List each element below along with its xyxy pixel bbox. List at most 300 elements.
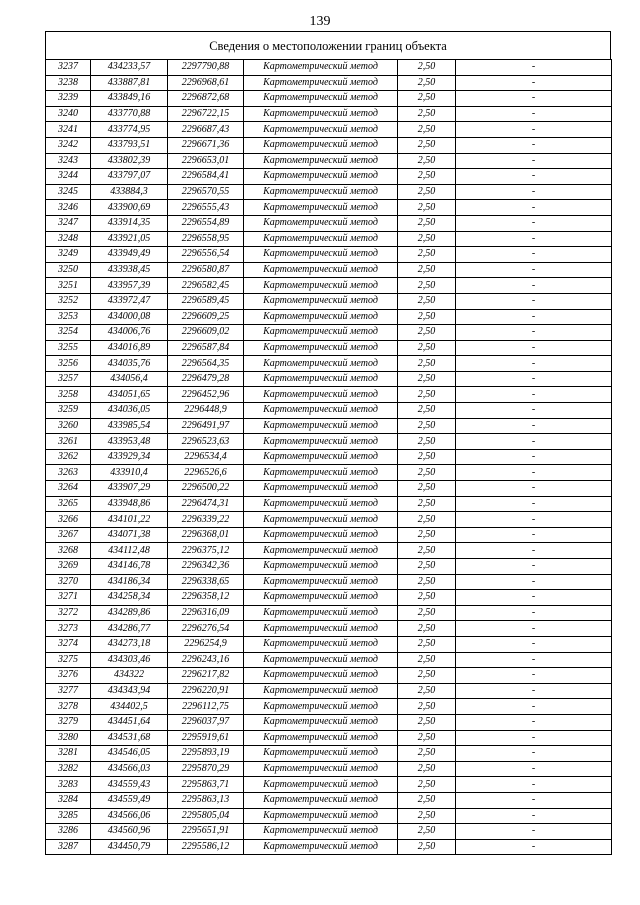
description-cell: -	[456, 403, 612, 419]
accuracy-cell: 2,50	[398, 200, 456, 216]
accuracy-cell: 2,50	[398, 746, 456, 762]
description-cell: -	[456, 278, 612, 294]
x-coordinate-cell: 433929,34	[91, 449, 168, 465]
accuracy-cell: 2,50	[398, 137, 456, 153]
y-coordinate-cell: 2296243,16	[168, 652, 244, 668]
x-coordinate-cell: 433900,69	[91, 200, 168, 216]
method-cell: Картометрический метод	[244, 169, 398, 185]
method-cell: Картометрический метод	[244, 527, 398, 543]
x-coordinate-cell: 433884,3	[91, 184, 168, 200]
x-coordinate-cell: 434016,89	[91, 340, 168, 356]
x-coordinate-cell: 434566,03	[91, 761, 168, 777]
method-cell: Картометрический метод	[244, 714, 398, 730]
description-cell: -	[456, 730, 612, 746]
description-cell: -	[456, 605, 612, 621]
x-coordinate-cell: 433938,45	[91, 262, 168, 278]
accuracy-cell: 2,50	[398, 621, 456, 637]
description-cell: -	[456, 309, 612, 325]
x-coordinate-cell: 433770,88	[91, 106, 168, 122]
description-cell: -	[456, 574, 612, 590]
point-number-cell: 3270	[46, 574, 91, 590]
description-cell: -	[456, 621, 612, 637]
point-number-cell: 3264	[46, 481, 91, 497]
y-coordinate-cell: 2296037,97	[168, 714, 244, 730]
x-coordinate-cell: 433910,4	[91, 465, 168, 481]
point-number-cell: 3272	[46, 605, 91, 621]
x-coordinate-cell: 434006,76	[91, 325, 168, 341]
table-row	[46, 481, 612, 497]
point-number-cell: 3254	[46, 325, 91, 341]
table-row	[46, 590, 612, 606]
x-coordinate-cell: 433985,54	[91, 418, 168, 434]
point-number-cell: 3253	[46, 309, 91, 325]
description-cell: -	[456, 512, 612, 528]
y-coordinate-cell: 2296474,31	[168, 496, 244, 512]
table-row	[46, 215, 612, 231]
description-cell: -	[456, 683, 612, 699]
method-cell: Картометрический метод	[244, 746, 398, 762]
description-cell: -	[456, 449, 612, 465]
table-row	[46, 668, 612, 684]
accuracy-cell: 2,50	[398, 106, 456, 122]
method-cell: Картометрический метод	[244, 777, 398, 793]
point-number-cell: 3241	[46, 122, 91, 138]
y-coordinate-cell: 2296375,12	[168, 543, 244, 559]
method-cell: Картометрический метод	[244, 122, 398, 138]
table-row	[46, 309, 612, 325]
page-number: 139	[309, 14, 331, 29]
description-cell: -	[456, 527, 612, 543]
x-coordinate-cell: 433907,29	[91, 481, 168, 497]
accuracy-cell: 2,50	[398, 231, 456, 247]
accuracy-cell: 2,50	[398, 403, 456, 419]
point-number-cell: 3271	[46, 590, 91, 606]
description-cell: -	[456, 184, 612, 200]
y-coordinate-cell: 2296558,95	[168, 231, 244, 247]
point-number-cell: 3245	[46, 184, 91, 200]
description-cell: -	[456, 714, 612, 730]
x-coordinate-cell: 434071,38	[91, 527, 168, 543]
x-coordinate-cell: 434451,64	[91, 714, 168, 730]
x-coordinate-cell: 434289,86	[91, 605, 168, 621]
x-coordinate-cell: 434402,5	[91, 699, 168, 715]
y-coordinate-cell: 2296554,89	[168, 215, 244, 231]
table-row	[46, 761, 612, 777]
method-cell: Картометрический метод	[244, 371, 398, 387]
table-row	[46, 434, 612, 450]
accuracy-cell: 2,50	[398, 418, 456, 434]
point-number-cell: 3249	[46, 247, 91, 263]
method-cell: Картометрический метод	[244, 574, 398, 590]
y-coordinate-cell: 2295863,71	[168, 777, 244, 793]
method-cell: Картометрический метод	[244, 184, 398, 200]
y-coordinate-cell: 2296316,09	[168, 605, 244, 621]
y-coordinate-cell: 2296555,43	[168, 200, 244, 216]
point-number-cell: 3281	[46, 746, 91, 762]
y-coordinate-cell: 2296276,54	[168, 621, 244, 637]
x-coordinate-cell: 433957,39	[91, 278, 168, 294]
x-coordinate-cell: 434186,34	[91, 574, 168, 590]
table-row	[46, 262, 612, 278]
method-cell: Картометрический метод	[244, 839, 398, 855]
x-coordinate-cell: 434303,46	[91, 652, 168, 668]
x-coordinate-cell: 433949,49	[91, 247, 168, 263]
point-number-cell: 3280	[46, 730, 91, 746]
method-cell: Картометрический метод	[244, 387, 398, 403]
table-row	[46, 449, 612, 465]
description-cell: -	[456, 824, 612, 840]
y-coordinate-cell: 2296534,4	[168, 449, 244, 465]
table-row	[46, 403, 612, 419]
method-cell: Картометрический метод	[244, 418, 398, 434]
method-cell: Картометрический метод	[244, 496, 398, 512]
point-number-cell: 3244	[46, 169, 91, 185]
description-cell: -	[456, 808, 612, 824]
x-coordinate-cell: 433802,39	[91, 153, 168, 169]
method-cell: Картометрический метод	[244, 699, 398, 715]
table-row	[46, 200, 612, 216]
point-number-cell: 3239	[46, 91, 91, 107]
y-coordinate-cell: 2296220,91	[168, 683, 244, 699]
table-row	[46, 839, 612, 855]
method-cell: Картометрический метод	[244, 91, 398, 107]
y-coordinate-cell: 2295586,12	[168, 839, 244, 855]
x-coordinate-cell: 433948,86	[91, 496, 168, 512]
method-cell: Картометрический метод	[244, 792, 398, 808]
description-cell: -	[456, 434, 612, 450]
y-coordinate-cell: 2296570,55	[168, 184, 244, 200]
description-cell: -	[456, 106, 612, 122]
point-number-cell: 3250	[46, 262, 91, 278]
y-coordinate-cell: 2296609,02	[168, 325, 244, 341]
x-coordinate-cell: 434566,06	[91, 808, 168, 824]
point-number-cell: 3269	[46, 559, 91, 575]
method-cell: Картометрический метод	[244, 590, 398, 606]
method-cell: Картометрический метод	[244, 75, 398, 91]
method-cell: Картометрический метод	[244, 403, 398, 419]
x-coordinate-cell: 434051,65	[91, 387, 168, 403]
point-number-cell: 3255	[46, 340, 91, 356]
point-number-cell: 3248	[46, 231, 91, 247]
point-number-cell: 3251	[46, 278, 91, 294]
description-cell: -	[456, 262, 612, 278]
y-coordinate-cell: 2295651,91	[168, 824, 244, 840]
table-row	[46, 512, 612, 528]
point-number-cell: 3262	[46, 449, 91, 465]
table-row	[46, 746, 612, 762]
accuracy-cell: 2,50	[398, 512, 456, 528]
y-coordinate-cell: 2296564,35	[168, 356, 244, 372]
description-cell: -	[456, 340, 612, 356]
method-cell: Картометрический метод	[244, 559, 398, 575]
x-coordinate-cell: 433953,48	[91, 434, 168, 450]
method-cell: Картометрический метод	[244, 340, 398, 356]
table-row	[46, 652, 612, 668]
point-number-cell: 3247	[46, 215, 91, 231]
accuracy-cell: 2,50	[398, 590, 456, 606]
method-cell: Картометрический метод	[244, 449, 398, 465]
accuracy-cell: 2,50	[398, 652, 456, 668]
point-number-cell: 3285	[46, 808, 91, 824]
method-cell: Картометрический метод	[244, 106, 398, 122]
y-coordinate-cell: 2296872,68	[168, 91, 244, 107]
y-coordinate-cell: 2296479,28	[168, 371, 244, 387]
x-coordinate-cell: 433887,81	[91, 75, 168, 91]
x-coordinate-cell: 434559,43	[91, 777, 168, 793]
accuracy-cell: 2,50	[398, 293, 456, 309]
accuracy-cell: 2,50	[398, 325, 456, 341]
method-cell: Картометрический метод	[244, 262, 398, 278]
description-cell: -	[456, 325, 612, 341]
point-number-cell: 3238	[46, 75, 91, 91]
accuracy-cell: 2,50	[398, 60, 456, 76]
y-coordinate-cell: 2296609,25	[168, 309, 244, 325]
description-cell: -	[456, 839, 612, 855]
point-number-cell: 3259	[46, 403, 91, 419]
method-cell: Картометрический метод	[244, 200, 398, 216]
table-row	[46, 387, 612, 403]
x-coordinate-cell: 434273,18	[91, 636, 168, 652]
x-coordinate-cell: 434056,4	[91, 371, 168, 387]
x-coordinate-cell: 433774,95	[91, 122, 168, 138]
x-coordinate-cell: 433849,16	[91, 91, 168, 107]
point-number-cell: 3274	[46, 636, 91, 652]
y-coordinate-cell: 2296653,01	[168, 153, 244, 169]
accuracy-cell: 2,50	[398, 777, 456, 793]
x-coordinate-cell: 434101,22	[91, 512, 168, 528]
description-cell: -	[456, 91, 612, 107]
description-cell: -	[456, 215, 612, 231]
method-cell: Картометрический метод	[244, 434, 398, 450]
x-coordinate-cell: 434258,34	[91, 590, 168, 606]
table-row	[46, 730, 612, 746]
description-cell: -	[456, 371, 612, 387]
x-coordinate-cell: 434112,48	[91, 543, 168, 559]
accuracy-cell: 2,50	[398, 496, 456, 512]
description-cell: -	[456, 293, 612, 309]
x-coordinate-cell: 433921,05	[91, 231, 168, 247]
accuracy-cell: 2,50	[398, 761, 456, 777]
accuracy-cell: 2,50	[398, 215, 456, 231]
accuracy-cell: 2,50	[398, 434, 456, 450]
description-cell: -	[456, 699, 612, 715]
accuracy-cell: 2,50	[398, 449, 456, 465]
point-number-cell: 3237	[46, 60, 91, 76]
description-cell: -	[456, 137, 612, 153]
point-number-cell: 3283	[46, 777, 91, 793]
description-cell: -	[456, 75, 612, 91]
accuracy-cell: 2,50	[398, 481, 456, 497]
accuracy-cell: 2,50	[398, 247, 456, 263]
y-coordinate-cell: 2296582,45	[168, 278, 244, 294]
method-cell: Картометрический метод	[244, 512, 398, 528]
accuracy-cell: 2,50	[398, 169, 456, 185]
y-coordinate-cell: 2296584,41	[168, 169, 244, 185]
accuracy-cell: 2,50	[398, 839, 456, 855]
method-cell: Картометрический метод	[244, 465, 398, 481]
description-cell: -	[456, 496, 612, 512]
method-cell: Картометрический метод	[244, 761, 398, 777]
accuracy-cell: 2,50	[398, 792, 456, 808]
method-cell: Картометрический метод	[244, 621, 398, 637]
table-row	[46, 792, 612, 808]
accuracy-cell: 2,50	[398, 340, 456, 356]
point-number-cell: 3275	[46, 652, 91, 668]
point-number-cell: 3242	[46, 137, 91, 153]
table-row	[46, 340, 612, 356]
boundary-table-sheet	[45, 31, 611, 855]
description-cell: -	[456, 746, 612, 762]
method-cell: Картометрический метод	[244, 636, 398, 652]
method-cell: Картометрический метод	[244, 309, 398, 325]
table-row	[46, 91, 612, 107]
accuracy-cell: 2,50	[398, 683, 456, 699]
description-cell: -	[456, 590, 612, 606]
y-coordinate-cell: 2296556,54	[168, 247, 244, 263]
point-number-cell: 3246	[46, 200, 91, 216]
method-cell: Картометрический метод	[244, 481, 398, 497]
table-row	[46, 418, 612, 434]
description-cell: -	[456, 153, 612, 169]
table-row	[46, 605, 612, 621]
description-cell: -	[456, 543, 612, 559]
table-row	[46, 777, 612, 793]
method-cell: Картометрический метод	[244, 293, 398, 309]
point-number-cell: 3279	[46, 714, 91, 730]
method-cell: Картометрический метод	[244, 137, 398, 153]
x-coordinate-cell: 434531,68	[91, 730, 168, 746]
y-coordinate-cell: 2295870,29	[168, 761, 244, 777]
accuracy-cell: 2,50	[398, 262, 456, 278]
description-cell: -	[456, 668, 612, 684]
y-coordinate-cell: 2296491,97	[168, 418, 244, 434]
description-cell: -	[456, 652, 612, 668]
x-coordinate-cell: 434286,77	[91, 621, 168, 637]
x-coordinate-cell: 433972,47	[91, 293, 168, 309]
y-coordinate-cell: 2296523,63	[168, 434, 244, 450]
accuracy-cell: 2,50	[398, 543, 456, 559]
accuracy-cell: 2,50	[398, 714, 456, 730]
y-coordinate-cell: 2296339,22	[168, 512, 244, 528]
x-coordinate-cell: 433797,07	[91, 169, 168, 185]
point-number-cell: 3261	[46, 434, 91, 450]
y-coordinate-cell: 2295919,61	[168, 730, 244, 746]
table-row	[46, 247, 612, 263]
x-coordinate-cell: 434450,79	[91, 839, 168, 855]
x-coordinate-cell: 434036,05	[91, 403, 168, 419]
description-cell: -	[456, 200, 612, 216]
y-coordinate-cell: 2296452,96	[168, 387, 244, 403]
method-cell: Картометрический метод	[244, 683, 398, 699]
description-cell: -	[456, 122, 612, 138]
method-cell: Картометрический метод	[244, 215, 398, 231]
y-coordinate-cell: 2296587,84	[168, 340, 244, 356]
table-row	[46, 824, 612, 840]
table-row	[46, 231, 612, 247]
table-row	[46, 621, 612, 637]
point-number-cell: 3284	[46, 792, 91, 808]
method-cell: Картометрический метод	[244, 231, 398, 247]
y-coordinate-cell: 2296500,22	[168, 481, 244, 497]
point-number-cell: 3267	[46, 527, 91, 543]
y-coordinate-cell: 2296580,87	[168, 262, 244, 278]
table-row	[46, 574, 612, 590]
table-row	[46, 527, 612, 543]
table-row	[46, 278, 612, 294]
method-cell: Картометрический метод	[244, 605, 398, 621]
accuracy-cell: 2,50	[398, 808, 456, 824]
point-number-cell: 3276	[46, 668, 91, 684]
description-cell: -	[456, 387, 612, 403]
accuracy-cell: 2,50	[398, 153, 456, 169]
accuracy-cell: 2,50	[398, 356, 456, 372]
y-coordinate-cell: 2296448,9	[168, 403, 244, 419]
point-number-cell: 3287	[46, 839, 91, 855]
point-number-cell: 3266	[46, 512, 91, 528]
point-number-cell: 3260	[46, 418, 91, 434]
description-cell: -	[456, 247, 612, 263]
table-row	[46, 808, 612, 824]
table-row	[46, 356, 612, 372]
table-row	[46, 636, 612, 652]
accuracy-cell: 2,50	[398, 636, 456, 652]
method-cell: Картометрический метод	[244, 247, 398, 263]
x-coordinate-cell: 434546,05	[91, 746, 168, 762]
point-number-cell: 3273	[46, 621, 91, 637]
description-cell: -	[456, 481, 612, 497]
y-coordinate-cell: 2295893,19	[168, 746, 244, 762]
accuracy-cell: 2,50	[398, 91, 456, 107]
table-heading: Сведения о местоположении границ объекта	[45, 31, 611, 60]
x-coordinate-cell: 434146,78	[91, 559, 168, 575]
coordinates-table	[45, 59, 612, 855]
table-row	[46, 699, 612, 715]
table-row	[46, 184, 612, 200]
table-row	[46, 122, 612, 138]
table-row	[46, 559, 612, 575]
y-coordinate-cell: 2296968,61	[168, 75, 244, 91]
method-cell: Картометрический метод	[244, 325, 398, 341]
method-cell: Картометрический метод	[244, 543, 398, 559]
x-coordinate-cell: 433914,35	[91, 215, 168, 231]
point-number-cell: 3240	[46, 106, 91, 122]
description-cell: -	[456, 60, 612, 76]
table-row	[46, 371, 612, 387]
x-coordinate-cell: 434233,57	[91, 60, 168, 76]
table-row	[46, 465, 612, 481]
description-cell: -	[456, 356, 612, 372]
accuracy-cell: 2,50	[398, 605, 456, 621]
method-cell: Картометрический метод	[244, 808, 398, 824]
accuracy-cell: 2,50	[398, 668, 456, 684]
point-number-cell: 3256	[46, 356, 91, 372]
description-cell: -	[456, 169, 612, 185]
accuracy-cell: 2,50	[398, 371, 456, 387]
y-coordinate-cell: 2296722,15	[168, 106, 244, 122]
accuracy-cell: 2,50	[398, 184, 456, 200]
x-coordinate-cell: 434560,96	[91, 824, 168, 840]
accuracy-cell: 2,50	[398, 824, 456, 840]
y-coordinate-cell: 2296217,82	[168, 668, 244, 684]
x-coordinate-cell: 433793,51	[91, 137, 168, 153]
accuracy-cell: 2,50	[398, 574, 456, 590]
point-number-cell: 3243	[46, 153, 91, 169]
table-row	[46, 543, 612, 559]
table-row	[46, 293, 612, 309]
method-cell: Картометрический метод	[244, 278, 398, 294]
accuracy-cell: 2,50	[398, 730, 456, 746]
x-coordinate-cell: 434343,94	[91, 683, 168, 699]
